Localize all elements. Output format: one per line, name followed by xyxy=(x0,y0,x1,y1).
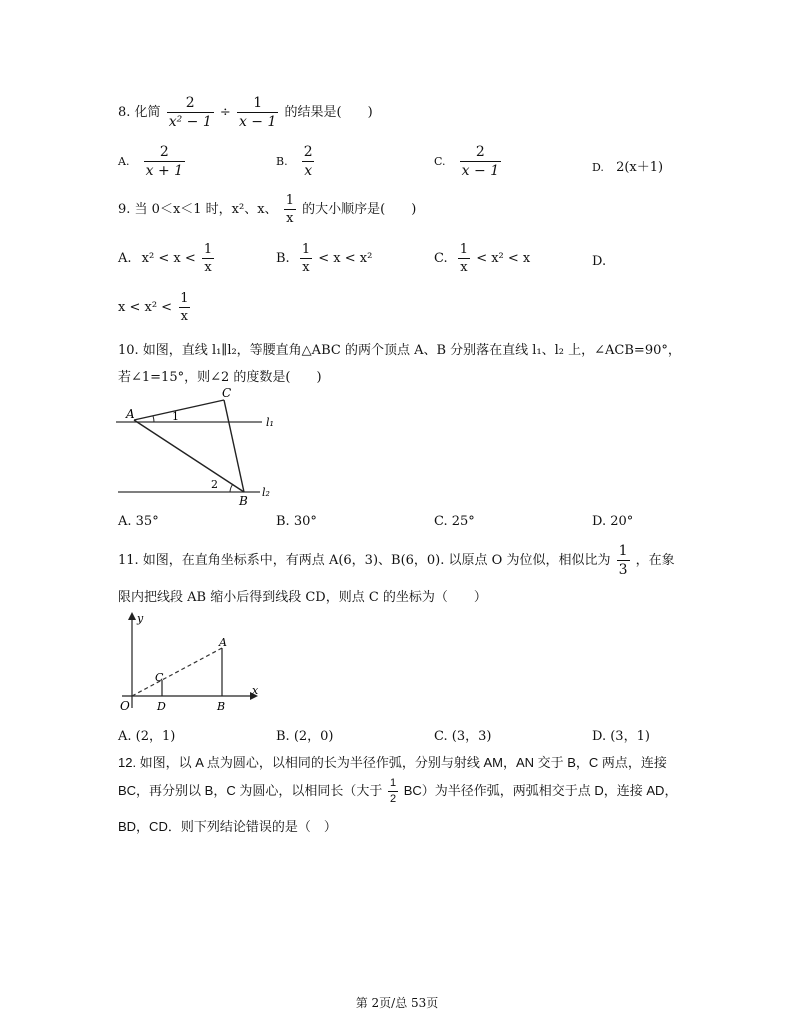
q12-half-num: 1 xyxy=(389,777,397,789)
q8-b-den: x xyxy=(304,163,313,179)
q8-f1-num: 2 xyxy=(185,95,195,111)
q8-suffix: 的结果是( ) xyxy=(284,105,373,120)
q8-a-label: A. xyxy=(118,155,130,168)
q8-c-label: C. xyxy=(434,155,446,168)
q9-d-fraction xyxy=(178,292,190,323)
q9-d-num: 1 xyxy=(180,291,189,306)
q9-option-d xyxy=(118,292,192,323)
q8-f1-den: x² − 1 xyxy=(168,114,212,130)
q11-option-b: B. (2，0) xyxy=(276,729,334,744)
q9-a-fraction xyxy=(202,243,214,274)
q9-c-den: x xyxy=(460,260,468,275)
q11-option-d: D. (3，1) xyxy=(592,729,650,744)
q9-b-den: x xyxy=(302,260,310,275)
q9-a-label: A. xyxy=(118,251,132,266)
q11-label-y: y xyxy=(137,612,144,625)
q10-label-a: A xyxy=(126,407,135,421)
q9-b-label: B. xyxy=(276,251,290,266)
q9-option-c xyxy=(434,243,530,274)
q9-b-fraction xyxy=(300,243,312,274)
q9-a-den: x xyxy=(204,260,212,275)
q8-fraction-1 xyxy=(167,96,214,129)
q8-c-num: 2 xyxy=(475,144,485,160)
q9-b-post: < x < x² xyxy=(318,251,373,266)
q12-line1: 12. 如图，以 A 点为圆心，以相同的长为半径作弧，分别与射线 AM，AN 交于 B，C 两点，连接 xyxy=(118,755,667,770)
q11-y-arrow xyxy=(128,612,136,620)
q11-option-a: A. (2，1) xyxy=(118,729,176,744)
q9-c-label: C. xyxy=(434,251,448,266)
q8-number: 8. xyxy=(118,105,131,120)
q11-figure xyxy=(112,610,272,716)
q11-line1 xyxy=(118,544,675,577)
q9-d-den: x xyxy=(180,309,189,324)
q12-line3: BD，CD．则下列结论错误的是（ ） xyxy=(118,819,337,834)
q11-line1-pre: 11. 如图，在直角坐标系中，有两点 A(6，3)、B(6，0). 以原点 O 为位似，相似比为 xyxy=(118,553,611,568)
q11-ratio-fraction xyxy=(617,544,630,577)
q9-a-num: 1 xyxy=(203,242,213,257)
q8-b-num: 2 xyxy=(303,144,313,160)
q8-b-fraction xyxy=(302,145,315,178)
q10-angle2-arc xyxy=(230,484,233,492)
q8-c-den: x − 1 xyxy=(461,163,500,179)
q10-option-a: A. 35° xyxy=(118,514,159,529)
q9-fraction xyxy=(284,194,296,225)
q9-option-a xyxy=(118,243,216,274)
q10-label-l2: l₂ xyxy=(262,486,270,499)
q8-option-a xyxy=(118,145,187,178)
q10-side-ac xyxy=(134,400,224,420)
q10-line1: 10. 如图，直线 l₁∥l₂，等腰直角△ABC 的两个顶点 A、B 分别落在直线 l₁、l₂ 上，∠ACB=90°， xyxy=(118,343,681,358)
q9-f-num: 1 xyxy=(285,193,294,208)
q10-line2: 若∠1=15°，则∠2 的度数是( ) xyxy=(118,370,322,385)
q10-figure xyxy=(112,384,282,508)
q8-f2-den: x − 1 xyxy=(238,114,277,130)
q12-half-den: 2 xyxy=(389,793,397,805)
q12-line2 xyxy=(118,778,677,805)
q8-f2-num: 1 xyxy=(253,95,263,111)
q8-stem xyxy=(118,96,373,129)
q8-c-fraction xyxy=(460,145,501,178)
q10-label-b: B xyxy=(239,494,248,508)
page-footer: 第 2页/总 53页 xyxy=(355,996,439,1010)
q9-suffix: 的大小顺序是( ) xyxy=(302,202,417,217)
q8-a-fraction xyxy=(144,145,185,178)
q10-label-angle1: 1 xyxy=(172,410,179,423)
q9-prefix: 当 0＜x＜1 时，x²、x、 xyxy=(134,202,278,217)
q8-b-label: B. xyxy=(276,155,288,168)
q9-b-num: 1 xyxy=(301,242,311,257)
q8-option-d xyxy=(592,156,663,175)
q9-a-pre: x² < x < xyxy=(141,251,196,266)
q12-half-fraction xyxy=(388,778,398,805)
q8-prefix: 化简 xyxy=(134,105,161,120)
q9-option-d-label xyxy=(592,254,606,269)
q11-line2: 限内把线段 AB 缩小后得到线段 CD，则点 C 的坐标为（ ） xyxy=(118,590,487,605)
q12-line2-post: BC）为半径作弧，两弧相交于点 D，连接 AD， xyxy=(403,782,678,798)
q11-option-c: C. (3，3) xyxy=(434,729,492,744)
q11-label-c: C xyxy=(155,671,164,684)
q12-line2-pre: BC，再分别以 B，C 为圆心，以相同长（大于 xyxy=(118,782,383,798)
q11-ratio-den: 3 xyxy=(618,562,628,578)
q10-option-c: C. 25° xyxy=(434,514,475,529)
q10-label-c: C xyxy=(222,386,232,400)
q11-label-a: A xyxy=(219,636,227,649)
q8-div-sign: ÷ xyxy=(219,105,231,120)
q8-fraction-2 xyxy=(237,96,278,129)
q10-label-l1: l₁ xyxy=(266,416,274,429)
q11-label-b: B xyxy=(217,700,226,713)
q10-side-cb xyxy=(224,400,244,492)
q9-stem xyxy=(118,194,416,225)
q11-label-x: x xyxy=(252,684,259,697)
q9-d-pre: x < x² < xyxy=(118,300,173,315)
q11-segment-oa xyxy=(132,648,222,696)
q8-option-c xyxy=(434,145,503,178)
q11-ratio-num: 1 xyxy=(618,543,628,559)
q10-label-angle2: 2 xyxy=(211,478,218,491)
q8-d-label: D. xyxy=(592,161,604,174)
q11-label-d: D xyxy=(157,700,166,713)
q8-d-text: 2(x＋1) xyxy=(616,160,664,175)
q8-a-den: x + 1 xyxy=(145,163,184,179)
q10-angle1-arc xyxy=(153,416,154,422)
q11-line1-post: ，在象 xyxy=(635,553,675,568)
q9-d-label: D. xyxy=(592,254,607,269)
q11-label-o: O xyxy=(120,699,130,713)
q8-option-b xyxy=(276,145,317,178)
q9-c-post: < x² < x xyxy=(476,251,531,266)
q10-option-b: B. 30° xyxy=(276,514,317,529)
q9-c-num: 1 xyxy=(459,242,469,257)
q8-a-num: 2 xyxy=(159,144,169,160)
q10-side-ab xyxy=(134,420,244,492)
q9-option-b xyxy=(276,243,372,274)
q9-c-fraction xyxy=(458,243,470,274)
q9-number: 9. xyxy=(118,202,131,217)
q10-option-d: D. 20° xyxy=(592,514,634,529)
q9-f-den: x xyxy=(286,211,294,226)
